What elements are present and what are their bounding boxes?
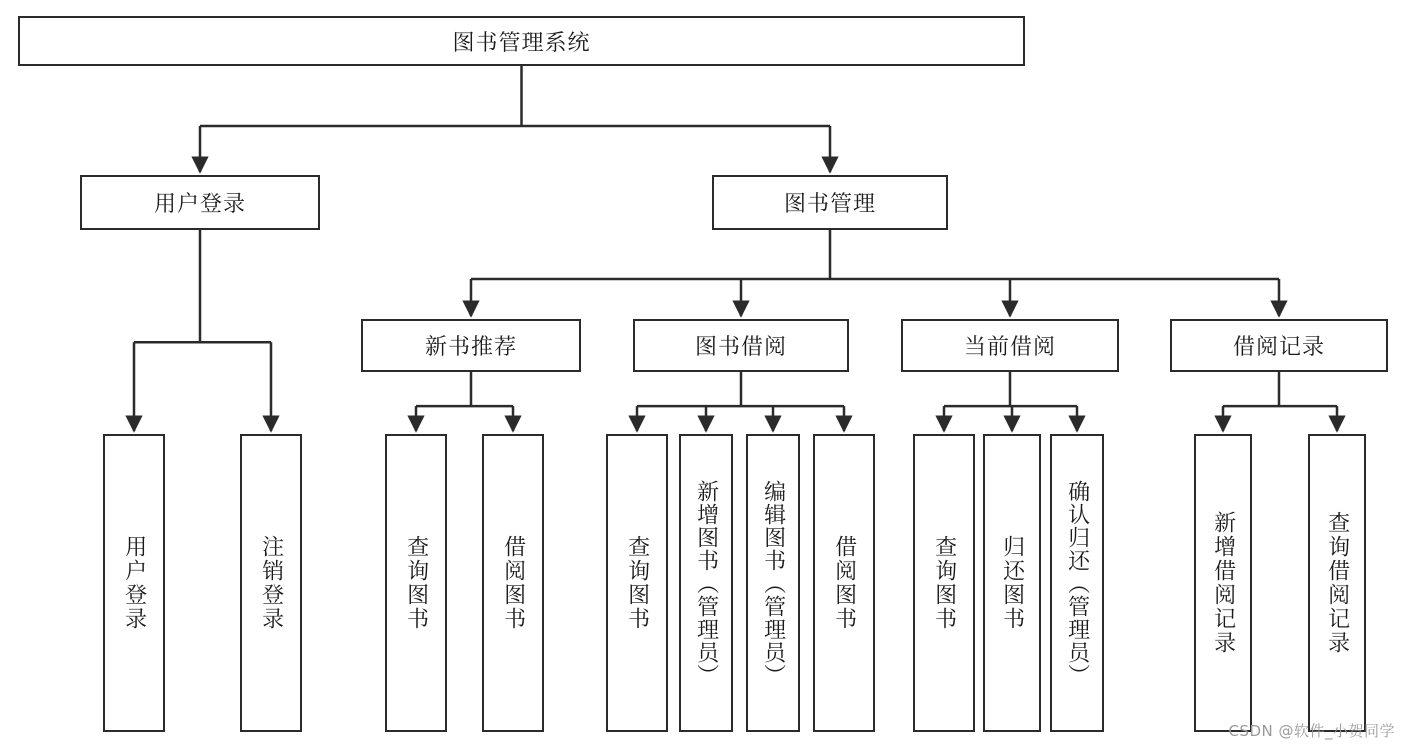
node-leaf10 bbox=[983, 434, 1041, 732]
node-label: 注销登录 bbox=[258, 535, 284, 631]
node-label: 图书管理系统 bbox=[452, 30, 591, 56]
node-leaf12 bbox=[1194, 434, 1252, 732]
node-label: 查询图书 bbox=[403, 535, 429, 631]
node-leaf5 bbox=[606, 434, 668, 732]
node-newbook bbox=[361, 319, 581, 372]
node-leaf7 bbox=[746, 434, 800, 732]
node-leaf4 bbox=[482, 434, 544, 732]
node-label: 查询图书 bbox=[931, 535, 957, 631]
node-label: 当前借阅 bbox=[963, 335, 1056, 360]
node-record bbox=[1170, 319, 1388, 372]
watermark-label: CSDN @软件_小贺同学 bbox=[1228, 722, 1395, 740]
node-leaf2 bbox=[240, 434, 302, 732]
node-leaf6 bbox=[679, 434, 733, 732]
node-label: 归还图书 bbox=[999, 535, 1025, 631]
node-label: 查询图书 bbox=[624, 535, 650, 631]
node-label: 图书借阅 bbox=[694, 335, 787, 360]
node-label: 新增借阅记录 bbox=[1210, 511, 1236, 655]
node-borrow bbox=[633, 319, 849, 372]
node-login bbox=[80, 175, 320, 230]
node-leaf3 bbox=[385, 434, 447, 732]
node-label: 借阅图书 bbox=[500, 535, 526, 631]
node-label: 编辑图书（管理员） bbox=[760, 479, 786, 687]
node-label: 查询借阅记录 bbox=[1324, 511, 1350, 655]
node-current bbox=[901, 319, 1119, 372]
node-label: 用户登录 bbox=[153, 192, 246, 217]
node-leaf1 bbox=[103, 434, 165, 732]
node-label: 图书管理 bbox=[783, 192, 876, 217]
node-label: 新增图书（管理员） bbox=[693, 479, 719, 687]
node-label: 借阅图书 bbox=[831, 535, 857, 631]
node-label: 确认归还（管理员） bbox=[1064, 479, 1090, 687]
node-bookmgmt bbox=[712, 175, 948, 230]
node-label: 借阅记录 bbox=[1232, 335, 1325, 360]
node-root bbox=[18, 16, 1025, 66]
node-leaf13 bbox=[1308, 434, 1366, 732]
node-leaf11 bbox=[1050, 434, 1104, 732]
node-leaf9 bbox=[913, 434, 975, 732]
node-label: 用户登录 bbox=[121, 535, 147, 631]
node-leaf8 bbox=[813, 434, 875, 732]
node-label: 新书推荐 bbox=[424, 335, 517, 360]
